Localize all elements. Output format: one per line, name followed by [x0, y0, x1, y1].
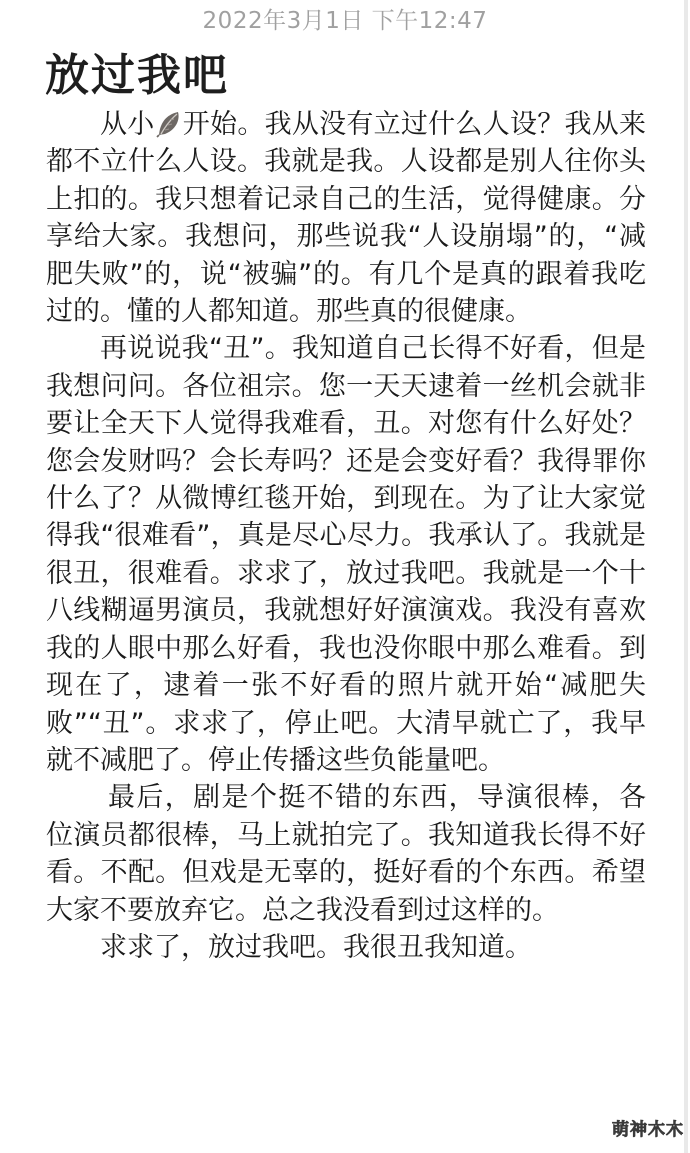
note-timestamp: 2022年3月1日 下午12:47 — [202, 8, 488, 34]
watermark: 萌神木木 — [612, 1120, 684, 1140]
paragraph-1-lead: 从小 — [100, 109, 155, 140]
paragraph-2: 再说说我“丑”。我知道自己长得不好看，但是我想问问。各位祖宗。您一天天逮着一丝机会就非要让全天下人觉得我难看，丑。对您有什么好处？您会发财吗？会长寿吗？还是会变好看？我得罪你什么了？从微博红毯开始，到现在。为了让大家觉得我“很难看”，真是尽心尽力。我承认了。我就是很丑，很难看。求求了，放过我吧。我就是一个十八线糊逼男演员，我就想好好演演戏。我没有喜欢我的人眼中那么好看，我也没你眼中那么难看。到现在了，逮着一张不好看的照片就开始“减肥失败”“丑”。求求了，停止吧。大清早就亡了，我早就不减肥了。停止传播这些负能量吧。 — [46, 333, 646, 776]
feather-icon — [156, 110, 182, 138]
paragraph-1 — [46, 106, 646, 330]
paragraph-3: 最后，剧是个挺不错的东西，导演很棒，各位演员都很棒，马上就拍完了。我知道我长得不好看。不配。但戏是无辜的，挺好看的个东西。希望大家不要放弃它。总之我没看到过这样的。 — [46, 782, 646, 926]
paragraph-1-text: 开始。我从没有立过什么人设？我从来都不立什么人设。我就是我。人设都是别人往你头上扣的。我只想着记录自己的生活，觉得健康。分享给大家。我想问，那些说我“人设崩塌”的，“减肥失败”的，说“被骗”的。有几个是真的跟着我吃过的。懂的人都知道。那些真的很健康。 — [46, 109, 647, 328]
scrollbar-track — [684, 0, 688, 1153]
note-title: 放过我吧 — [45, 50, 229, 101]
note-body — [46, 106, 646, 966]
paragraph-4: 求求了，放过我吧。我很丑我知道。 — [100, 931, 532, 963]
